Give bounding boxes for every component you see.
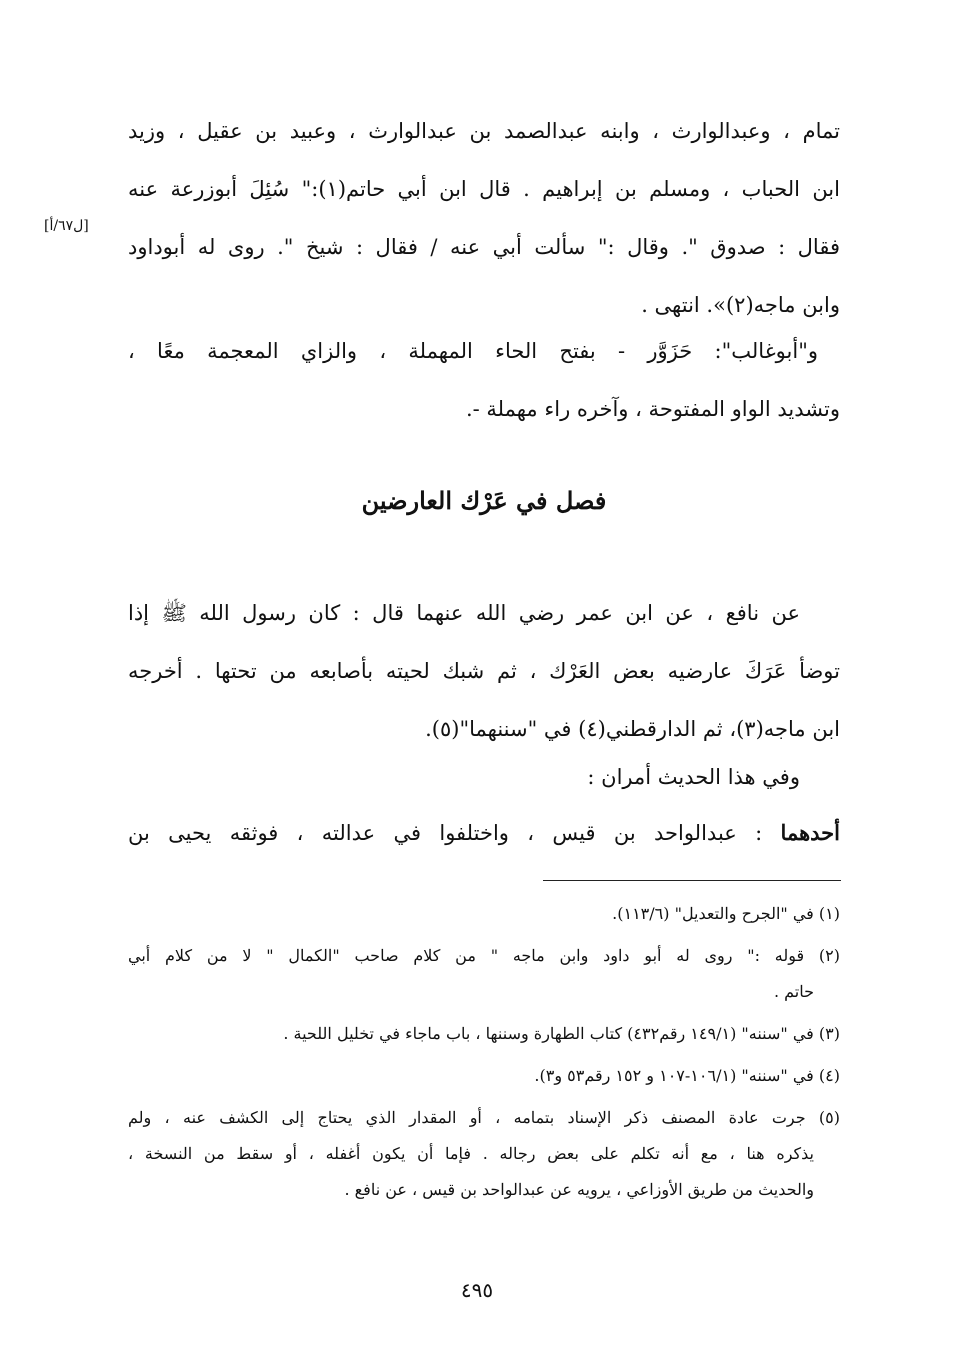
footnote-5-cont: والحديث من طريق الأوزاعي ، يرويه عن عبدالواحد بن قيس ، عن نافع . bbox=[344, 1180, 814, 1199]
footnote-2: (٢) قوله :" روى له أبو داود وابن ماجه " من كلام صاحب "الكمال " لا من كلام أبي bbox=[128, 946, 840, 965]
paragraph-abu-ghalib bbox=[128, 322, 840, 438]
paragraph-hadith bbox=[128, 584, 840, 758]
text-line bbox=[128, 804, 840, 862]
footnote-2-cont: حاتم . bbox=[773, 982, 814, 1001]
text-line: توضأ عَرَكَ عارضيه بعض العَرْك ، ثم شبك لحيته بأصابعه من تحتها . أخرجه bbox=[128, 659, 840, 683]
bold-lead-word: أحدهما bbox=[780, 820, 840, 845]
footnote-5-cont: يذكره هنا ، مع أنه تكلم على بعض رجاله . فإما أن يكون أغفله ، أو سقط من النسخة ، bbox=[128, 1144, 814, 1163]
manuscript-folio-note: [ل٦٧/أ] bbox=[44, 218, 89, 234]
text-line: وابن ماجه(٢)». انتهى . bbox=[641, 293, 840, 317]
section-heading: فصل في عَرْك العارضين bbox=[361, 486, 607, 515]
text-line-rest: : عبدالواحد بن قيس ، واختلفوا في عدالته ، فوثقه يحيى بن bbox=[128, 821, 781, 845]
footnote-4: (٤) في "سننه" (١٠٦/١-١٠٧ و ١٥٢ رقم٥٣ و٣). bbox=[534, 1066, 840, 1085]
footnotes bbox=[128, 896, 840, 1208]
paragraph-continuation bbox=[128, 102, 840, 334]
text-line: ابن ماجه(٣)، ثم الدارقطني(٤) في "سننهما"(٥). bbox=[425, 717, 840, 741]
text-line: عن نافع ، عن ابن عمر رضي الله عنهما قال : كان رسول الله ﷺ إذا bbox=[128, 601, 800, 625]
text-line: ابن الحباب ، ومسلم بن إبراهيم . قال ابن أبي حاتم(١):" سُئِلَ أبوزرعة عنه bbox=[128, 177, 840, 201]
paragraph-first-matter bbox=[128, 804, 840, 862]
footnote-1: (١) في "الجرح والتعديل" (١١٣/٦). bbox=[612, 904, 840, 923]
page-number: ٤٩٥ bbox=[460, 1278, 494, 1302]
footnote-3: (٣) في "سننه" (١٤٩/١ رقم٤٣٢) كتاب الطهارة وسننها ، باب ماجاء في تخليل اللحية . bbox=[283, 1024, 840, 1043]
paragraph-intro-matters bbox=[128, 748, 840, 806]
footnote-5: (٥) جرت عادة المصنف ذكر الإسناد بتمامه ، أو المقدار الذي يحتاج إلى الكشف عنه ، ولم bbox=[128, 1108, 840, 1127]
text-line: وتشديد الواو المفتوحة ، وآخره راء مهملة -. bbox=[465, 397, 840, 421]
text-line: وفي هذا الحديث أمران : bbox=[587, 765, 800, 789]
text-line: فقال : صدوق ". وقال :" سألت أبي عنه / فقال : شيخ ". روى له أبوداود bbox=[128, 235, 840, 259]
text-line: و"أبوغالب": حَزَوَّر - بفتح الحاء المهملة ، والزاي المعجمة معًا ، bbox=[128, 339, 818, 363]
footnote-divider bbox=[543, 880, 841, 881]
text-line: تمام ، وعبدالوارث ، وابنه عبدالصمد بن عبدالوارث ، وعبيد بن عقيل ، وزيد bbox=[128, 119, 840, 143]
